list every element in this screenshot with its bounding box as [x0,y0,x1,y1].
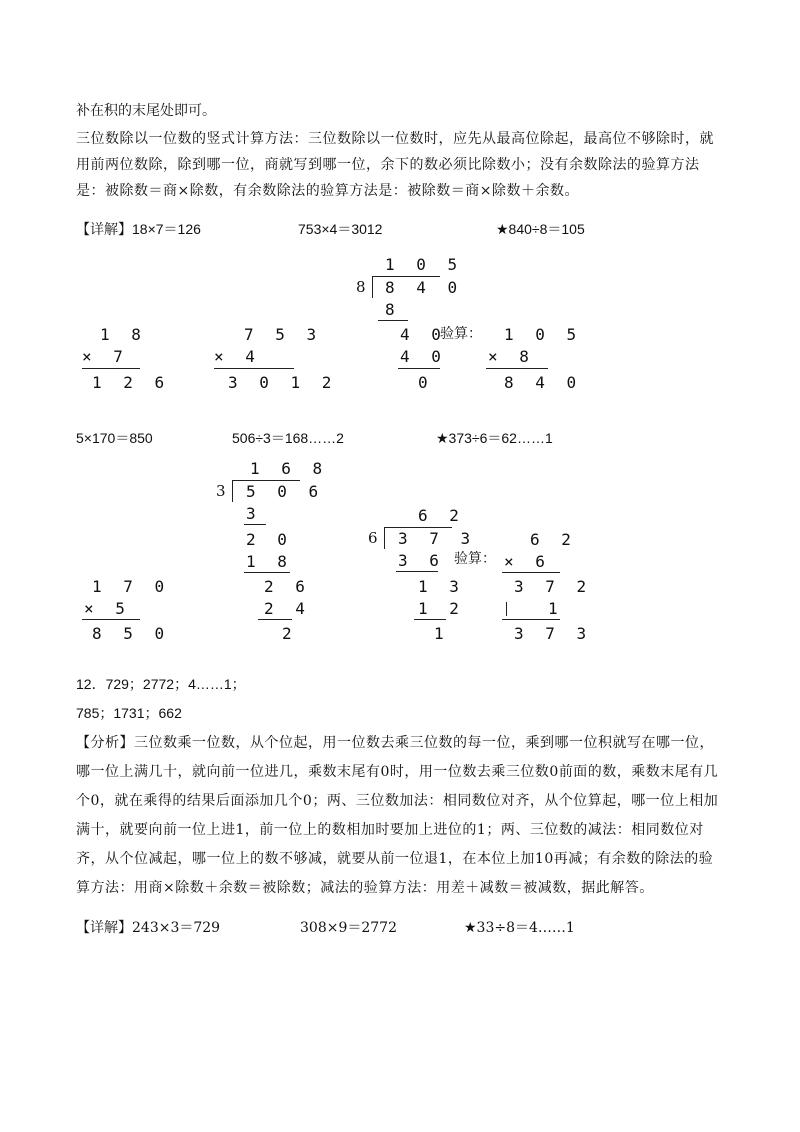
answer-12-line-1: 12．729；2772；4……1； [76,676,246,692]
multiplier: × 4 [214,347,261,366]
step-line [396,571,438,572]
check-label-2: 验算： [454,551,496,567]
sum-line [502,619,560,620]
step: 8 [385,300,401,319]
remainder: 2 [282,624,298,643]
product-line [214,368,294,369]
step: 1 3 [418,577,465,596]
step: 3 6 [398,551,445,570]
plus-mark [506,602,507,616]
step: 3 [246,504,262,523]
divisor: 6 [368,529,378,547]
multiplicand: 7 5 3 [244,325,323,344]
method-paragraph: 三位数除以一位数的竖式计算方法：三位数除以一位数时，应先从最高位除起，最高位不够除时，就用前两位数除，除到哪一位，商就写到哪一位，余下的数必须比除数小；没有余数除法的验算方法是：被除数＝商×除数，有余数除法的验算方法是：被除数＝商×除数＋余数。 [76,131,714,199]
division-bar [232,480,300,481]
step: 2 6 [264,577,311,596]
division-bar [384,527,452,528]
multiplicand: 1 0 5 [504,325,583,344]
multiplier: × 6 [504,552,551,571]
product: 1 2 6 [92,373,171,392]
step: 4 0 [400,325,447,344]
step-line [244,524,266,525]
equation-373div6: ★373÷6＝62……1 [436,430,553,446]
multiplicand: 6 2 [530,530,577,549]
product: 8 4 0 [504,373,583,392]
answer-12-line-2: 785；1731；662 [76,705,182,721]
sum: 3 7 3 [514,624,593,643]
step: 2 4 [264,599,311,618]
remainder: 0 [418,373,434,392]
equation-18x7: 18×7＝126 [132,221,201,237]
step-line [398,368,440,369]
multiplicand: 1 7 0 [92,577,171,596]
text-line-1: 补在积的末尾处即可。 [76,103,216,119]
multiplier: × 7 [82,347,129,366]
quotient: 1 6 8 [250,459,329,478]
product-line [82,368,140,369]
equation-308x9: 308×9＝2772 [300,920,397,936]
quotient: 6 2 [418,506,465,525]
multiplier: × 5 [84,599,131,618]
dividend: 8 4 0 [385,278,464,297]
step-line [414,619,446,620]
step-line [378,320,408,321]
dividend: 5 0 6 [246,482,325,501]
divisor: 8 [356,278,366,296]
detail-label-text: 【详解】 [76,222,132,238]
remainder: 1 [434,624,450,643]
analysis-paragraph [76,729,724,903]
step: 2 0 [246,530,293,549]
multiplier: × 8 [488,347,535,366]
remainder-addend: 1 [548,599,564,618]
equation-243x3: 243×3＝729 [132,920,221,936]
division-bar [372,276,440,277]
analysis-label: 【分析】 [76,735,134,751]
equation-753x4: 753×4＝3012 [298,221,383,237]
step-line [258,619,292,620]
multiplicand: 1 8 [100,325,147,344]
equation-840div8: ★840÷8＝105 [496,221,585,237]
product: 3 7 2 [514,577,593,596]
detail-label-2 [76,917,220,937]
dividend: 3 7 3 [398,529,477,548]
equation-33div8: ★33÷8＝4……1 [464,920,575,936]
divisor: 3 [216,482,226,500]
product-line [82,619,140,620]
quotient: 1 0 5 [385,255,464,274]
detail-label-2-text: 【详解】 [76,920,132,936]
step: 1 8 [246,552,293,571]
detail-label [76,219,201,239]
equation-506div3: 506÷3＝168……2 [232,430,344,446]
equation-5x170: 5×170＝850 [76,430,153,446]
product: 8 5 0 [92,624,171,643]
check-label: 验算： [440,326,482,342]
division-bracket [372,276,373,298]
step-line [244,572,290,573]
analysis-text: 三位数乘一位数，从个位起，用一位数去乘三位数的每一位，乘到哪一位积就写在哪一位，哪一位上满几十，就向前一位进几，乘数末尾有0时，用一位数去乘三位数0前面的数，乘数末尾有几个0，就在乘得的结果后面添加几个0；两、三位数加法：相同数位对齐，从个位算起，哪一位上相加满十，就要向前一位上进1，前一位上的数相加时要加上进位的1；两、三位数的减法：相同数位对齐，从个位减起，哪一位上的数不够减，就要从前一位退1，在本位上加10再减；有余数的除法的验算方法：用商×除数＋余数＝被除数；减法的验算方法：用差＋减数＝被减数，据此解答。 [76,735,719,896]
step: 4 0 [400,347,447,366]
product: 3 0 1 2 [228,373,338,392]
product-line [486,368,548,369]
division-bracket [384,527,385,549]
division-bracket [232,480,233,502]
product-line [502,572,560,573]
step: 1 2 [418,599,465,618]
